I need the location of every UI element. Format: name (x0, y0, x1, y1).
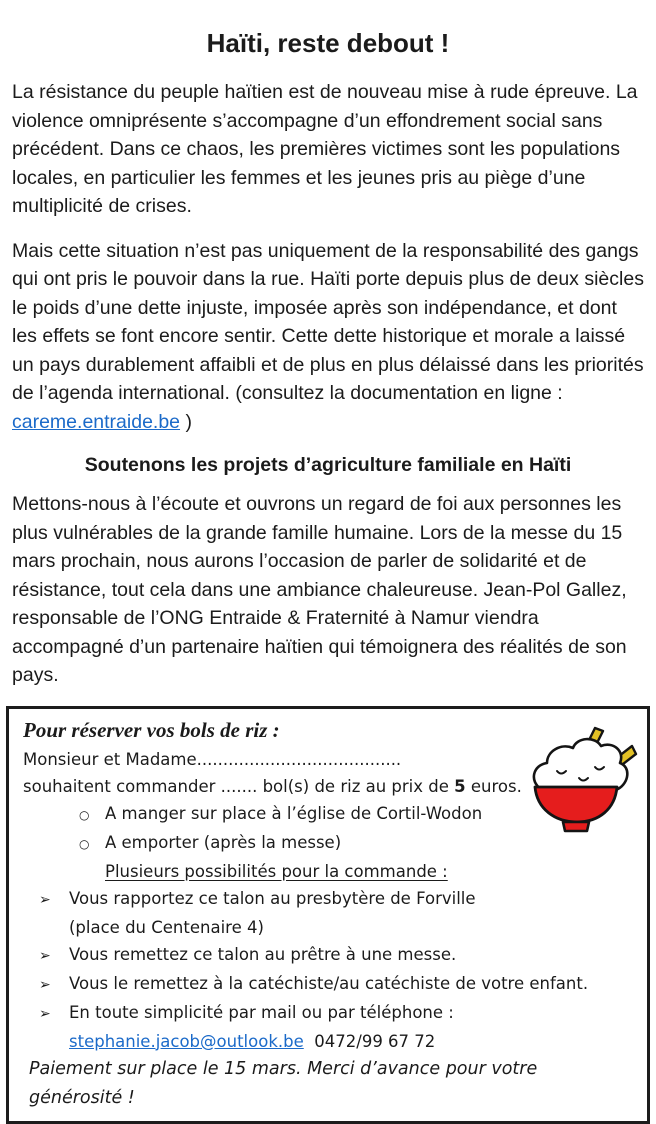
email-link[interactable]: stephanie.jacob@outlook.be (69, 1031, 304, 1051)
circle-bullet-icon: ○ (79, 836, 90, 851)
method-presbytery (23, 885, 633, 914)
bowl-shape (535, 787, 617, 822)
possibilities-heading: Plusieurs possibilités pour la commande : (105, 861, 448, 881)
link-closing-paren: ) (180, 410, 192, 433)
bowl-foot-shape (563, 822, 589, 831)
paragraph-crisis: La résistance du peuple haïtien est de nouveau mise à rude épreuve. La violence omniprésente s’accompagne d’un effondrement social sans précédent. Dans ce chaos, les premières victimes sont les populations locales, en particulier les femmes et les jeunes pris au piège d’une multiplicité de crises. (12, 81, 638, 217)
method-mail-phone (23, 999, 633, 1028)
paragraph-debt-text: Mais cette situation n’est pas uniquement de la responsabilité des gangs qui ont pris le pouvoir dans la rue. Haïti porte depuis plus de deux siècles le poids d’une dette injuste, imposée après son indépendance, et dont les effets se font encore sentir. Cette dette historique et morale a laissé un pays durablement affaibli et de plus en plus délaissé dans les priorités de l’agenda international. (consultez la documentation en ligne : (12, 239, 644, 404)
method-presbytery-address: (place du Centenaire 4) (69, 917, 264, 937)
arrow-bullet-icon: ➢ (39, 1005, 51, 1022)
page-title: Haïti, reste debout ! (206, 28, 450, 58)
price-value: 5 (454, 776, 466, 796)
section-subtitle: Soutenons les projets d’agriculture familiale en Haïti (84, 454, 572, 476)
method-catechist-label: Vous le remettez à la catéchiste/au catéchiste de votre enfant. (69, 973, 589, 993)
order-box-heading: Pour réserver vos bols de riz : (23, 717, 280, 742)
payment-note: Paiement sur place le 15 mars. Merci d’avance pour votre générosité ! (29, 1058, 538, 1108)
method-priest-label: Vous remettez ce talon au prêtre à une messe. (69, 944, 457, 964)
method-mail-phone-label: En toute simplicité par mail ou par téléphone : (69, 1002, 454, 1022)
rice-bowl-icon (519, 725, 639, 839)
option-take-away-label: A emporter (après la messe) (105, 832, 342, 852)
method-priest (23, 941, 633, 970)
order-form-box (6, 706, 650, 1124)
phone-number: 0472/99 67 72 (314, 1031, 436, 1051)
arrow-bullet-icon: ➢ (39, 976, 51, 993)
rice-mound-shape (534, 739, 627, 789)
circle-bullet-icon: ○ (79, 807, 90, 822)
arrow-bullet-icon: ➢ (39, 891, 51, 908)
order-quantity-text: souhaitent commander ....... bol(s) de riz au prix de (23, 776, 455, 796)
arrow-bullet-icon: ➢ (39, 947, 51, 964)
paragraph-invitation: Mettons-nous à l’écoute et ouvrons un regard de foi aux personnes les plus vulnérables de la grande famille humaine. Lors de la messe du 15 mars prochain, nous aurons l’occasion de parler de solidarité et de résistance, tout cela dans une ambiance chaleureuse. Jean-Pol Gallez, responsable de l’ONG Entraide & Fraternité à Namur viendra accompagné d’un partenaire haïtien qui témoignera des réalités de son pays. (12, 493, 627, 686)
contact-line (69, 1028, 633, 1055)
name-fill-line: Monsieur et Madame....................................... (23, 749, 402, 769)
paragraph-debt (12, 237, 644, 437)
method-catechist (23, 970, 633, 999)
option-eat-in-label: A manger sur place à l’église de Cortil-Wodon (105, 803, 483, 823)
method-presbytery-label: Vous rapportez ce talon au presbytère de Forville (69, 888, 476, 908)
order-quantity-suffix: euros. (465, 776, 522, 796)
careme-entraide-link[interactable]: careme.entraide.be (12, 410, 181, 433)
